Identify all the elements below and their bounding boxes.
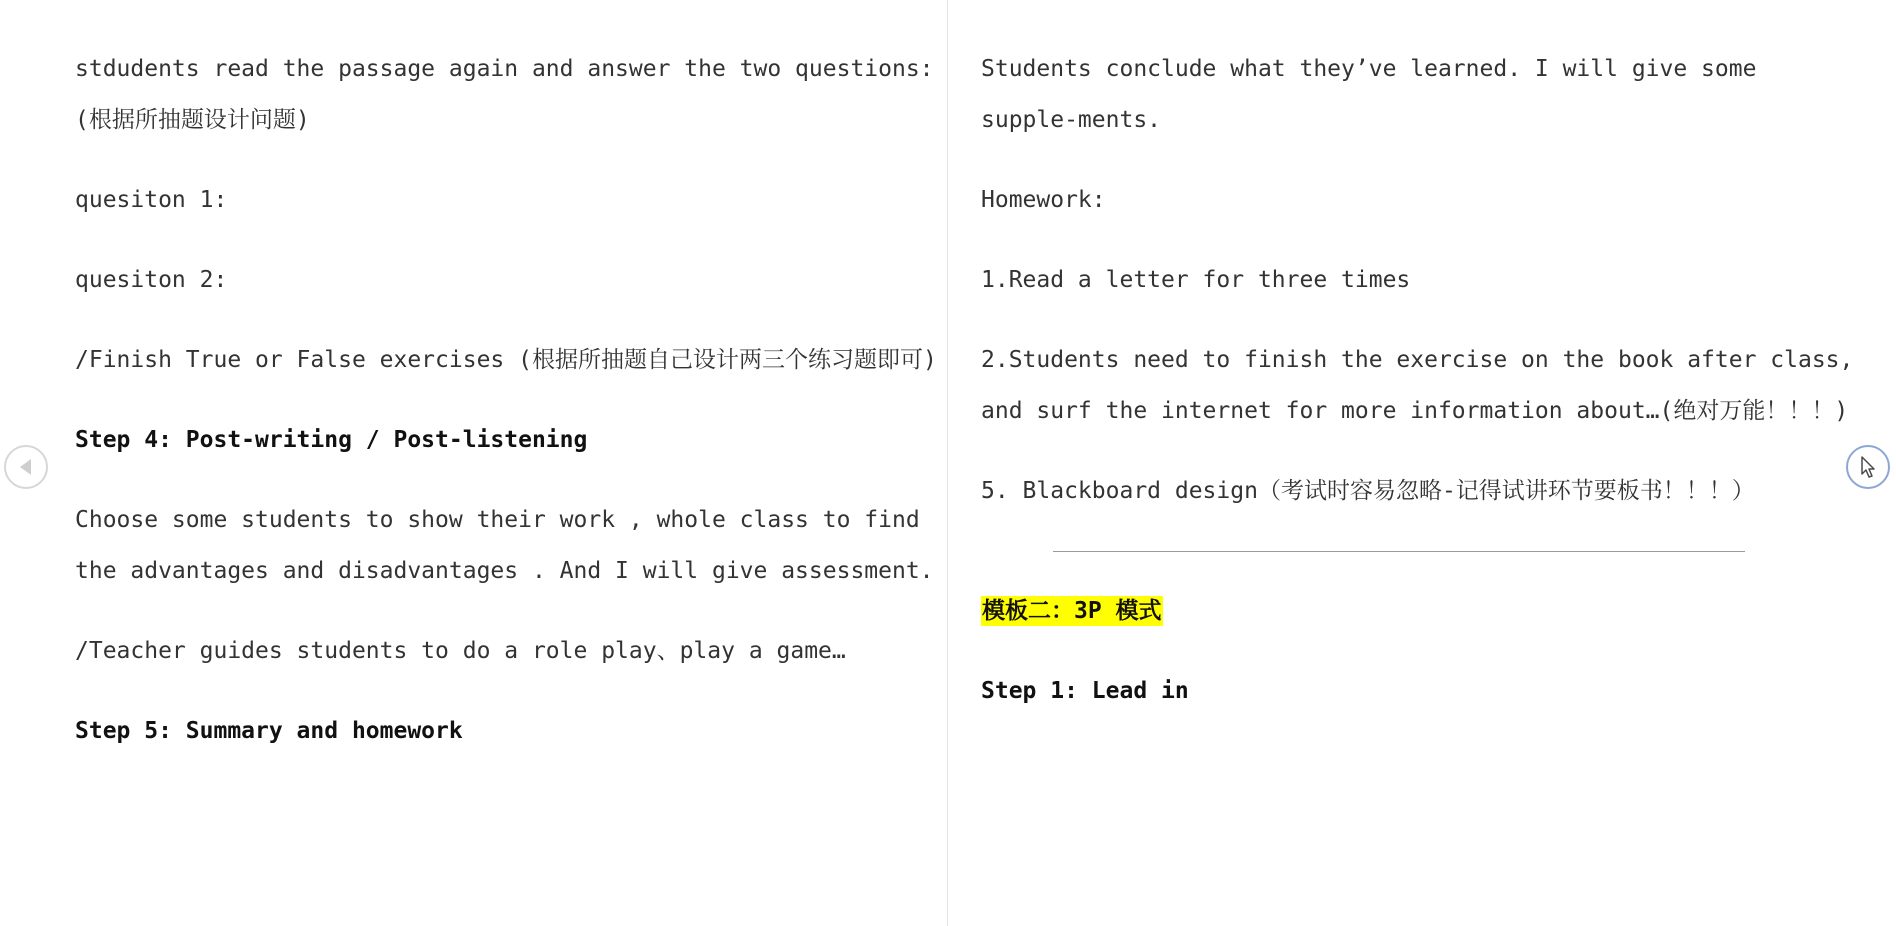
paragraph-reading-questions: stdudents read the passage again and answer the two questions:(根据所抽题设计问题) (75, 56, 934, 133)
previous-page-button[interactable] (4, 445, 48, 489)
horizontal-rule (1053, 551, 1745, 552)
paragraph-question-2: quesiton 2: (75, 267, 228, 293)
homework-item-2: 2.Students need to finish the exercise on the book after class, and surf the internet for more information about…(绝对万能！！！) (981, 347, 1868, 424)
paragraph-question-1: quesiton 1: (75, 187, 228, 213)
blackboard-design: 5. Blackboard design（考试时容易忽略-记得试讲环节要板书！！！） (981, 478, 1755, 504)
heading-step-4: Step 4: Post-writing / Post-listening (75, 427, 588, 453)
heading-step-5: Step 5: Summary and homework (75, 718, 463, 744)
paragraph-true-false: /Finish True or False exercises (根据所抽题自己设计两三个练习题即可) (75, 347, 937, 373)
paragraph-role-play: /Teacher guides students to do a role play、play a game… (75, 638, 846, 664)
document-page-right (948, 0, 1868, 926)
triangle-left-icon (17, 457, 35, 477)
label-homework: Homework: (981, 187, 1106, 213)
highlighted-heading: 模板二：3P 模式 (982, 598, 1162, 624)
cursor-arrow-icon (1858, 455, 1878, 479)
paragraph-show-work: Choose some students to show their work , whole class to find the advantages and disadvantages . And I will give assessment. (75, 507, 934, 584)
next-page-button[interactable] (1846, 445, 1890, 489)
heading-step-1: Step 1: Lead in (981, 678, 1189, 704)
homework-item-1: 1.Read a letter for three times (981, 267, 1411, 293)
paragraph-conclude: Students conclude what they’ve learned. I will give some supple-ments. (981, 56, 1771, 133)
document-page-left (40, 0, 946, 926)
template-heading (981, 586, 1856, 637)
